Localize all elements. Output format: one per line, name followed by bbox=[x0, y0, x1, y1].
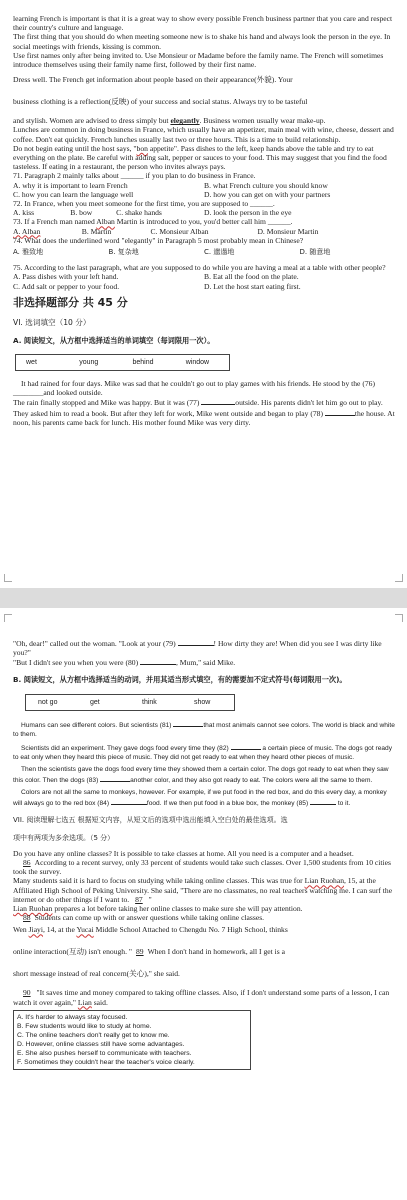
sci-1-text-a: Humans can see different colors. But scientists (81) bbox=[21, 721, 174, 729]
paragraph-dress-line-1: Dress well. The French get information about people based on their appearance(外貌). Your bbox=[13, 75, 293, 85]
q73-text-a: 73. If a French man named bbox=[13, 217, 97, 227]
word-box-a-item: young bbox=[79, 358, 99, 366]
eat-text-2: appetite". Pass dishes to the left, keep hands above the table and try to eat everything on the plate. Be careful with adding salt, pepper or sauces to your food. This may suggest that you find the food tasteless. If eating in a restaurant, the person who invites always pays. bbox=[13, 143, 387, 172]
word-box-b-item: think bbox=[142, 698, 157, 706]
story-2-text-c: the house. At noon, his parents came back for lunch. His mother found Mike was very dirty. bbox=[13, 408, 395, 427]
dialog-1-text-a: "Oh, dear!" called out the woman. "Look at your (79) bbox=[13, 639, 178, 648]
question-72: 72. In France, when you meet someone for the first time, you are supposed to ______. bbox=[13, 199, 275, 209]
online-9-text-a: "It saves time and money compared to taking offline classes. Also, if I don't understand some parts of a lesson, I can watch it over again," bbox=[13, 988, 390, 1007]
q74-option-b: B. 复杂地 bbox=[108, 248, 139, 257]
q73-option-c: C. Monsieur Alban bbox=[150, 226, 209, 236]
word-box-a-item: behind bbox=[132, 358, 154, 366]
dialog-line-1 bbox=[13, 638, 395, 657]
page-corner-mark bbox=[4, 574, 12, 582]
q74-option-d: D. 随意地 bbox=[299, 248, 331, 257]
sci-2-text-a: Scientists did an experiment. They gave dogs food every time they (82) bbox=[21, 744, 231, 752]
q75-option-c: C. Add salt or pepper to your food. bbox=[13, 281, 120, 291]
question-72-options bbox=[13, 208, 395, 217]
online-paragraph-5 bbox=[13, 913, 395, 922]
dialog-line-2 bbox=[13, 657, 395, 667]
online-paragraph-7 bbox=[13, 944, 395, 960]
q71-option-c: C. how you can learn the language well bbox=[13, 189, 134, 199]
q71-option-a: A. why it is important to learn French bbox=[13, 180, 128, 190]
answer-option-c: C. The online teachers don't really get to know me. bbox=[17, 1031, 170, 1039]
online-3-text-c: " bbox=[146, 894, 152, 904]
name-jiayi: Jiayi bbox=[28, 925, 43, 935]
q73-text-b: Martin is introduced to you, you'd better call him ______. bbox=[114, 217, 293, 227]
blank-79[interactable] bbox=[178, 638, 214, 646]
online-5-text: Students can come up with or answer questions while taking online classes. bbox=[34, 913, 265, 923]
question-74-options bbox=[13, 248, 395, 257]
page-corner-mark bbox=[4, 614, 12, 622]
word-box-b bbox=[25, 694, 235, 711]
online-paragraph-4 bbox=[13, 904, 395, 913]
sci-2-text-b: a certain piece of music. The dogs got ready to eat only when they heard this piece of music. They did not get ready to eat when they heard other pieces of music. bbox=[13, 744, 392, 761]
science-passage bbox=[13, 719, 395, 808]
page-corner-mark bbox=[395, 574, 403, 582]
online-paragraph-1: Do you have any online classes? It is possible to take classes at home. All you need is a computer and a headset. bbox=[13, 848, 354, 858]
online-paragraph-2 bbox=[13, 858, 395, 876]
question-71: 71. Paragraph 2 mainly talks about ______ if you plan to do business in France. bbox=[13, 171, 256, 181]
online-2-text: According to a recent survey, only 33 percent of students would take such classes. Over 1,500 students from 10 cities took the survey. bbox=[13, 858, 391, 877]
part-title: 非选择题部分 共 45 分 bbox=[13, 295, 128, 309]
q73-option-a: A. Alban bbox=[13, 226, 41, 236]
online-7-text-a: online interaction(互动) isn't enough. " bbox=[13, 947, 132, 957]
section-a-instructions: A. 阅读短文，从方框中选择适当的单词填空（每词限用一次）。 bbox=[13, 335, 215, 345]
question-75: 75. According to the last paragraph, what are you supposed to do while you are having a meal at a table with other people? bbox=[13, 263, 386, 273]
blank-82[interactable] bbox=[231, 742, 261, 750]
q72-option-d: D. look the person in the eye bbox=[203, 208, 292, 218]
question-73-options bbox=[13, 227, 395, 236]
sci-1-text-b: that most animals cannot see colors. The world is black and white to them. bbox=[13, 721, 395, 738]
page-2-content bbox=[13, 638, 395, 1070]
story-paragraph-2 bbox=[13, 397, 395, 427]
dress-text-a: and stylish. Women are advised to dress simply but bbox=[13, 116, 171, 126]
question-75-options-row-2 bbox=[13, 282, 395, 291]
name-lian-ruohan-2: Lian Ruohan bbox=[13, 904, 53, 914]
online-9-text-b: said. bbox=[91, 997, 108, 1007]
sci-4-text-c: to it. bbox=[335, 799, 351, 807]
story-paragraph-1: It had rained for four days. Mike was sad that he couldn't go out to play games with his friends. He stood by the (76) ________and looked outside. bbox=[13, 379, 375, 398]
blank-87[interactable]: 87 bbox=[135, 894, 143, 904]
q72-option-a: A. kiss bbox=[13, 208, 35, 218]
intro-paragraph: learning French is important is that it is a great way to show every possible French business partner that you care and respect their country's culture and language. bbox=[13, 14, 393, 33]
q71-option-b: B. what French culture you should know bbox=[204, 180, 328, 190]
dress-text-c: . Business women usually wear make-up. bbox=[199, 116, 326, 126]
blank-90[interactable]: 90 bbox=[23, 988, 31, 998]
word-box-a bbox=[15, 354, 230, 371]
dialog-2-text-b: , Mum," said Mike. bbox=[176, 658, 236, 668]
story-2-text-a: The rain finally stopped and Mike was happy. But it was (77) bbox=[13, 398, 202, 408]
sci-4-text-b: food. If we then put food in a blue box, the monkey (85) bbox=[146, 799, 310, 807]
online-6-text-c: Middle School Attached to Chengdu No. 7 High School, thinks bbox=[93, 925, 288, 935]
page-1-content bbox=[13, 14, 395, 427]
science-paragraph-1 bbox=[13, 719, 395, 739]
sci-4-text-a: Colors are not all the same to monkeys, however. For example, if we put food in the red box, and do this every day, a monkey will always go to the red box (84) bbox=[13, 788, 387, 807]
sci-3-text-b: another color, and they also got ready to eat. The colors were all the same to them. bbox=[130, 776, 373, 784]
q73-option-b: B. Martin bbox=[81, 226, 112, 236]
word-box-b-item: show bbox=[194, 698, 211, 706]
word-box-a-item: wet bbox=[26, 358, 37, 366]
document-page-1 bbox=[0, 0, 407, 588]
blank-89[interactable]: 89 bbox=[135, 947, 144, 957]
answer-option-f: F. Sometimes they couldn't hear the teacher's voice clearly. bbox=[17, 1058, 195, 1066]
page-separator bbox=[0, 588, 407, 608]
eat-text-1: Do not begin eating until the host says, " bbox=[13, 143, 137, 153]
word-box-b-item: get bbox=[90, 698, 100, 706]
blank-83[interactable] bbox=[100, 774, 130, 782]
q75-option-a: A. Pass dishes with your left hand. bbox=[13, 272, 119, 282]
science-paragraph-4 bbox=[13, 788, 395, 808]
blank-84[interactable] bbox=[111, 797, 147, 805]
q75-option-b: B. Eat all the food on the plate. bbox=[204, 272, 299, 282]
story-2-text-b: outside. His parents didn't let him go out to play. They asked him to read a book. But after they left for work, Mike went outside and began to play (78) bbox=[13, 398, 383, 418]
paragraph-lunch: Lunches are common in doing business in France, which usually have an appetizer, main meal with wine, cheese, dessert and coffee. Don't eat quickly. French lunches usually last two or three hours. This is a time to build relationship. bbox=[13, 125, 394, 144]
blank-78[interactable] bbox=[325, 408, 355, 416]
word-bon: bon bbox=[136, 143, 148, 153]
document-page-2 bbox=[0, 608, 407, 1200]
online-3-text-a: Many students said it is hard to focus on studying while taking online classes. This was true for bbox=[13, 876, 305, 886]
question-75-options-row-1 bbox=[13, 272, 395, 281]
name-lian: Lian bbox=[77, 997, 92, 1007]
online-7-text-b: When I don't hand in homework, all I get is a bbox=[147, 947, 285, 957]
q72-option-c: C. shake hands bbox=[116, 208, 162, 218]
question-71-options-row-1 bbox=[13, 181, 395, 190]
word-box-a-item: window bbox=[185, 358, 210, 366]
paragraph-names: Use first names only after being invited to. Use Monsieur or Madame before the family name. The French will sometimes introduce themselves using their family name first, followed by their first name. bbox=[13, 50, 384, 70]
online-4-text: prepares a lot before taking her online classes to make sure she will pay attention. bbox=[52, 904, 303, 914]
blank-85[interactable] bbox=[310, 797, 336, 805]
dialog-1-text-b: ! How dirty they are! When did you see I was dirty like you?" bbox=[13, 639, 382, 658]
answer-option-a: A. It's harder to always stay focused. bbox=[17, 1013, 128, 1021]
q74-option-c: C. 邋遢地 bbox=[204, 248, 235, 257]
paragraph-dress-line-3 bbox=[13, 116, 395, 125]
paragraph-eating bbox=[13, 144, 395, 172]
section-vi-title: VI. 选词填空（10 分） bbox=[13, 317, 91, 327]
section-vii-title-line-1: VII. 阅读理解七选五 根据短文内容，从短文后的选项中选出能填入空白处的最佳选项。选 bbox=[13, 815, 288, 824]
q72-option-b: B. bow bbox=[70, 208, 93, 218]
answer-option-b: B. Few students would like to study at home. bbox=[17, 1022, 152, 1030]
name-lian-ruohan: Lian Ruohan bbox=[304, 876, 344, 886]
paragraph-shake-hands: The first thing that you should do when meeting someone new is to shake his hand and always look the person in the eye. In social meetings with friends, kissing is common. bbox=[13, 32, 391, 51]
science-paragraph-3 bbox=[13, 765, 395, 785]
question-73 bbox=[13, 217, 395, 226]
name-yucai: Yucai bbox=[76, 925, 94, 935]
online-paragraph-3 bbox=[13, 876, 395, 904]
q75-option-d: D. Let the host start eating first. bbox=[204, 281, 301, 291]
q74-option-a: A. 雅致地 bbox=[13, 248, 44, 257]
answer-option-d: D. However, online classes still have some advantages. bbox=[17, 1040, 185, 1048]
answer-options-box bbox=[13, 1010, 251, 1070]
dialog-2-text-a: "But I didn't see you when you were (80) bbox=[13, 658, 140, 668]
online-paragraph-9 bbox=[13, 988, 395, 1006]
science-paragraph-2 bbox=[13, 742, 395, 762]
q73-alban: Alban bbox=[96, 217, 115, 227]
question-71-options-row-2 bbox=[13, 190, 395, 199]
q71-option-d: D. how you can get on with your partners bbox=[204, 189, 331, 199]
blank-81[interactable] bbox=[173, 719, 203, 727]
online-3-text-b: , 15, at the Affiliated High School of Peking University. She said, "There are no classmates, no real teachers watching me. I can surf the internet or do other things if I want to. bbox=[13, 876, 393, 904]
word-box-b-item: not go bbox=[38, 698, 58, 706]
blank-88[interactable]: 88 bbox=[23, 913, 31, 923]
page-corner-mark bbox=[395, 614, 403, 622]
online-paragraph-8: short message instead of real concern(关心)," she said. bbox=[13, 969, 180, 979]
answer-option-e: E. She also pushes herself to communicate with teachers. bbox=[17, 1049, 192, 1057]
blank-86[interactable]: 86 bbox=[23, 858, 31, 868]
blank-80[interactable] bbox=[140, 657, 176, 665]
word-elegantly: elegantly bbox=[170, 116, 200, 126]
section-vii-title-line-2: 项中有两项为多余选项。（5 分） bbox=[13, 833, 115, 842]
q73-option-d: D. Monsieur Martin bbox=[257, 226, 319, 236]
online-6-text-b: , 14, at the bbox=[42, 925, 77, 935]
section-b-instructions: B. 阅读短文，从方框中选择适当的动词，并用其适当形式填空，有的需要加不定式符号(每词限用一次)。 bbox=[13, 674, 347, 684]
online-paragraph-6 bbox=[13, 922, 395, 938]
question-74: 74. What does the underlined word "elegantly" in Paragraph 5 most probably mean in Chinese? bbox=[13, 235, 304, 245]
blank-77[interactable] bbox=[201, 397, 235, 405]
sci-3-text-a: Then the scientists gave the dogs food every time they showed them a certain color. The dogs got ready to eat when they saw this color. Then the dogs (83) bbox=[13, 765, 389, 784]
online-6-text-a: Wen bbox=[13, 925, 29, 935]
paragraph-dress-line-2: business clothing is a reflection(反映) of your success and social status. Always try to be tasteful bbox=[13, 97, 308, 107]
